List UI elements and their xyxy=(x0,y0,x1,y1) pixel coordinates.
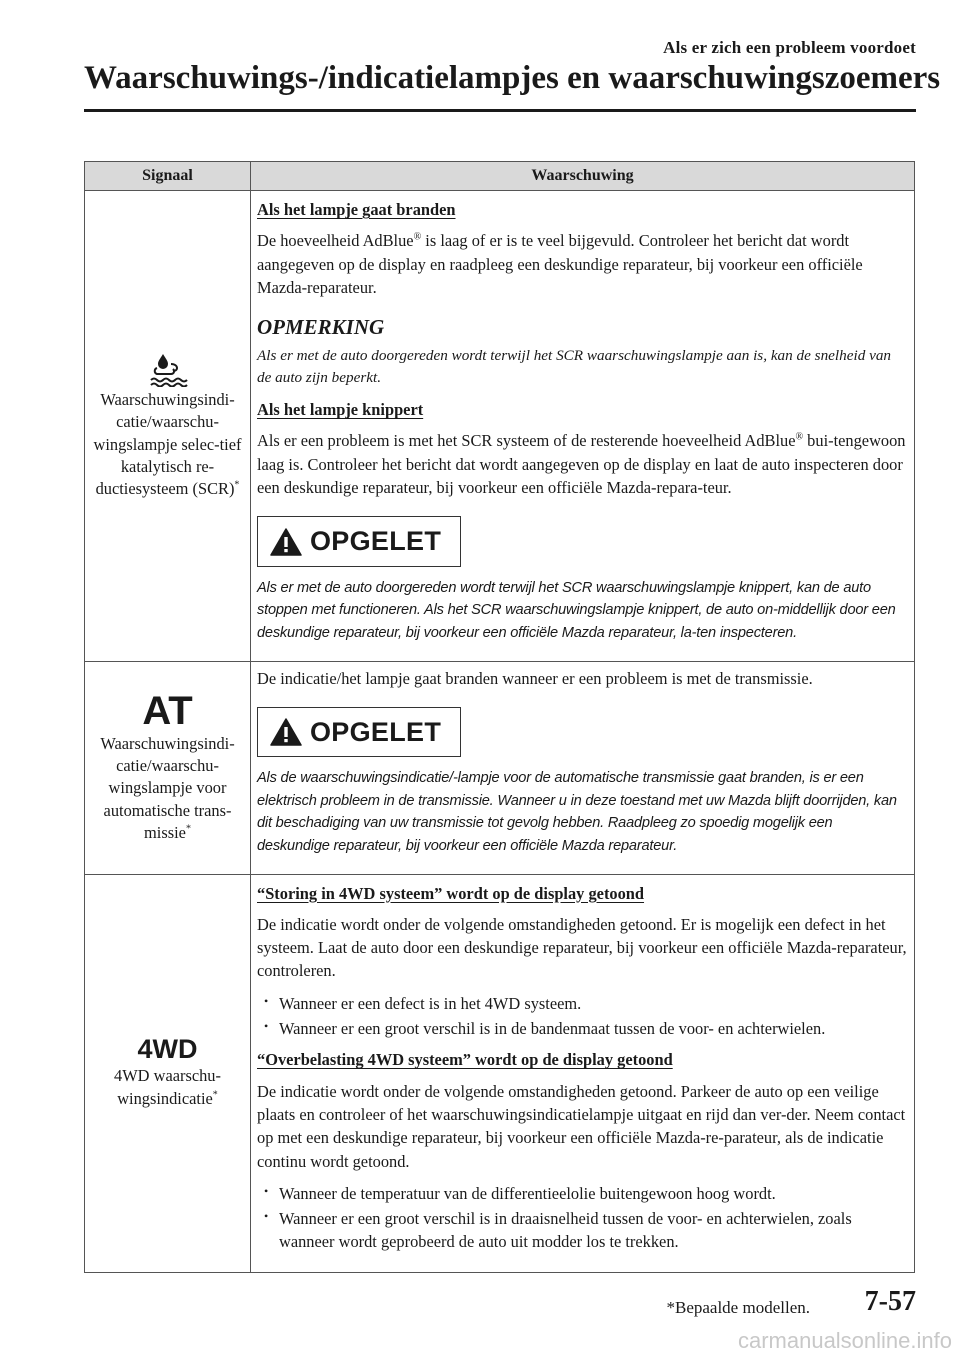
column-header-signal: Signaal xyxy=(85,162,251,191)
title-rule xyxy=(84,109,916,112)
paragraph: De indicatie wordt onder de volgende omstandigheden getoond. Er is mogelijk een defect in het systeem. Laat de auto door een deskundige reparateur, bij voorkeur een officiële Mazda-reparateur, controleren. xyxy=(257,914,907,981)
caution-label: OPGELET xyxy=(310,716,442,747)
subheading: Als het lampje knippert xyxy=(257,400,424,420)
list-item: • Wanneer er een groot verschil is in de bandenmaat tussen de voor- en achterwielen. xyxy=(257,1017,908,1040)
signal-cell xyxy=(85,191,251,662)
warning-triangle-icon xyxy=(270,718,302,746)
paragraph: De indicatie wordt onder de volgende omstandigheden getoond. Parkeer de auto op een veilige plaats en controleer of het waarschuwingsindicatielampje uitgaat en rijd dan ver-der. Neem contact op met een deskundige reparateur, bij voorkeur een officiële Mazda-re-parateur, als de indicatie continu wordt getoond. xyxy=(257,1081,906,1171)
warning-cell xyxy=(251,191,915,662)
list-item: • Wanneer er een defect is in het 4WD systeem. xyxy=(257,992,908,1015)
bullet-list xyxy=(257,992,908,1041)
table-row xyxy=(85,191,915,662)
subheading: “Storing in 4WD systeem” wordt op de display getoond xyxy=(257,883,645,903)
bullet-list xyxy=(257,1182,908,1254)
section-label: Als er zich een probleem voordoet xyxy=(663,38,916,57)
at-warning-icon: AT xyxy=(142,688,193,733)
footnote: *Bepaalde modellen. xyxy=(666,1298,810,1317)
list-item: • Wanneer er een groot verschil is in draaisnelheid tussen de voor- en achterwielen, zoals wanneer wordt geprobeerd de auto uit modder los te trekken. xyxy=(257,1207,908,1254)
signal-label: Waarschuwingsindi-catie/waarschu-wingslampje voor automatische trans-missie* xyxy=(100,733,235,842)
signal-cell xyxy=(85,874,251,1272)
caution-box xyxy=(257,516,461,566)
signal-cell xyxy=(85,661,251,874)
warning-triangle-icon xyxy=(270,528,302,556)
scr-adblue-icon xyxy=(148,351,188,387)
paragraph: De indicatie/het lampje gaat branden wanneer er een probleem is met de transmissie. xyxy=(257,668,813,688)
table-row xyxy=(85,661,915,874)
caution-label: OPGELET xyxy=(310,526,442,557)
paragraph: De hoeveelheid AdBlue® is laag of er is te veel bijgevuld. Controleer het bericht dat wordt aangegeven op de display en raadpleeg een deskundige reparateur, bij voorkeur een officiële Mazda-reparateur. xyxy=(257,231,863,297)
warning-table xyxy=(84,161,915,1273)
note-text: Als er met de auto doorgereden wordt terwijl het SCR waarschuwingslampje aan is, kan de snelheid van de auto zijn beperkt. xyxy=(257,347,892,386)
note-heading: OPMERKING xyxy=(257,315,385,340)
caution-box xyxy=(257,707,461,757)
signal-label: 4WD waarschu-wingsindicatie* xyxy=(114,1066,221,1108)
list-item: • Wanneer de temperatuur van de differentieelolie buitengewoon hoog wordt. xyxy=(257,1182,908,1205)
table-row xyxy=(85,874,915,1272)
warning-cell xyxy=(251,661,915,874)
4wd-warning-icon: 4WD xyxy=(137,1034,198,1065)
caution-text: Als de waarschuwingsindicatie/-lampje voor de automatische transmissie gaat branden, is er een elektrisch probleem in de transmissie. Wanneer u in deze toestand met uw Mazda blijft doorrijden, kan dit beschadiging van uw transmissie tot gevolg hebben. Raadpleeg zo spoedig mogelijk een deskundige reparateur, bij voorkeur een officiële Mazda reparateur. xyxy=(257,770,897,854)
subheading: “Overbelasting 4WD systeem” wordt op de display getoond xyxy=(257,1050,673,1070)
table-header-row xyxy=(85,162,915,191)
column-header-warning: Waarschuwing xyxy=(251,162,915,191)
page-title: Waarschuwings-/indicatielampjes en waarschuwingszoemers xyxy=(84,60,941,96)
page-number: 7-57 xyxy=(864,1286,916,1317)
paragraph: Als er een probleem is met het SCR systeem of de resterende hoeveelheid AdBlue® bui-tengewoon laag is. Controleer het bericht dat wordt aangegeven op de display en laat de auto inspecteren door een deskundige reparateur, bij voorkeur een officiële Mazda-repara-teur. xyxy=(257,431,906,498)
warning-cell xyxy=(251,874,915,1272)
subheading: Als het lampje gaat branden xyxy=(257,200,456,219)
signal-label: Waarschuwingsindi-catie/waarschu-wingslampje selec-tief katalytisch re-ductiesysteem (SCR)* xyxy=(93,389,242,499)
watermark-logo: carmanualsonline.info xyxy=(737,1328,952,1353)
caution-text: Als er met de auto doorgereden wordt terwijl het SCR waarschuwingslampje knippert, kan de auto stoppen met functioneren. Als het SCR waarschuwingslampje knippert, de auto on-middellijk door een deskundige reparateur, bij voorkeur een officiële Mazda reparateur, la-ten inspecteren. xyxy=(257,579,896,641)
